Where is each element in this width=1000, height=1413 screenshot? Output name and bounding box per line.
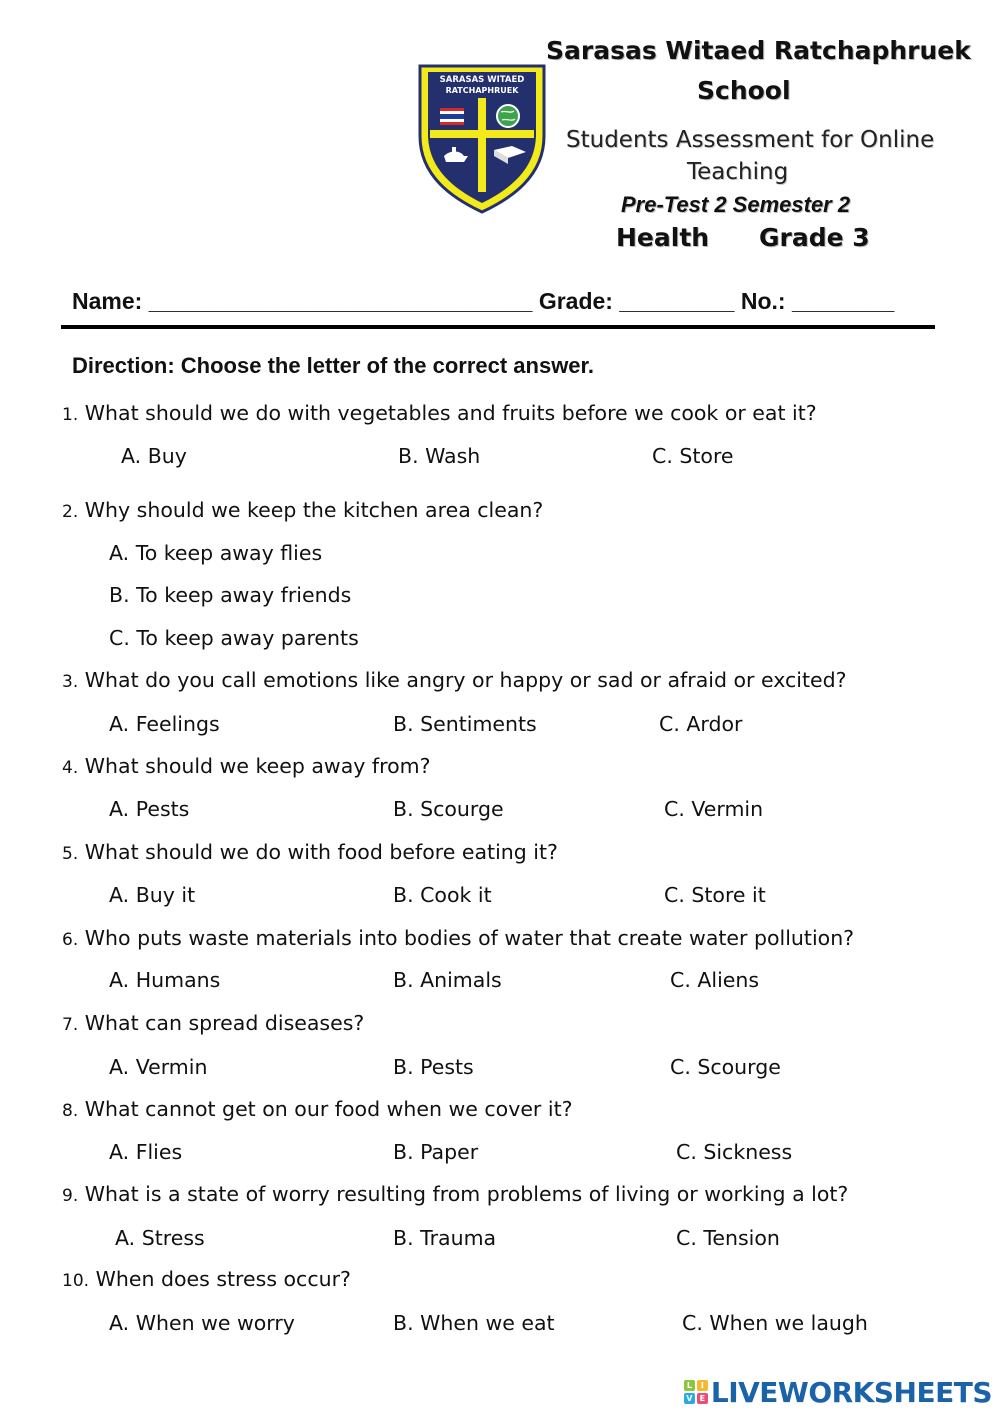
question-text: What should we do with food before eating it? [84, 840, 558, 864]
question-number: 7. [62, 1015, 79, 1035]
question-text: What is a state of worry resulting from problems of living or working a lot? [84, 1182, 849, 1206]
liveworksheets-icon [684, 1380, 708, 1404]
question-4 [62, 754, 431, 778]
question-3 [62, 668, 847, 692]
q9-option-c: C. Tension [676, 1226, 780, 1250]
q8-option-b: B. Paper [393, 1140, 479, 1164]
q9-option-b: B. Trauma [393, 1226, 497, 1250]
question-1 [62, 401, 817, 425]
q8-option-c: C. Sickness [676, 1140, 793, 1164]
q9-option-a: A. Stress [115, 1226, 205, 1250]
q8-option-a: A. Flies [109, 1140, 183, 1164]
question-2 [62, 498, 543, 522]
question-6 [62, 926, 854, 950]
subject-label: Health [616, 223, 710, 252]
question-number: 5. [62, 844, 79, 864]
q6-option-c: C. Aliens [670, 968, 760, 992]
q4-option-b: B. Scourge [393, 797, 504, 821]
svg-text:RATCHAPHRUEK: RATCHAPHRUEK [445, 86, 519, 95]
question-8 [62, 1097, 573, 1121]
q6-option-a: A. Humans [109, 968, 221, 992]
question-number: 6. [62, 930, 79, 950]
q7-option-b: B. Pests [393, 1055, 474, 1079]
logo-letter: L [684, 1380, 695, 1391]
assessment-title-line1: Students Assessment for Online [566, 127, 935, 153]
liveworksheets-wordmark: LIVEWORKSHEETS [710, 1375, 992, 1409]
grade-level-label: Grade 3 [759, 223, 870, 252]
logo-letter: E [697, 1393, 708, 1404]
question-9 [62, 1182, 848, 1206]
student-info-line: Name: ______________________________ Grade: _________ No.: ________ [72, 288, 895, 314]
q3-option-a: A. Feelings [109, 712, 220, 736]
q3-option-b: B. Sentiments [393, 712, 537, 736]
question-text: Who puts waste materials into bodies of water that create water pollution? [84, 926, 855, 950]
q10-option-c: C. When we laugh [682, 1311, 868, 1335]
liveworksheets-logo [684, 1374, 992, 1410]
question-text: What cannot get on our food when we cover it? [84, 1097, 573, 1121]
question-number: 2. [62, 502, 79, 522]
question-number: 10. [62, 1271, 90, 1291]
question-10 [62, 1267, 351, 1291]
question-text: What should we keep away from? [84, 754, 431, 778]
q1-option-a: A. Buy [121, 444, 187, 468]
question-number: 3. [62, 672, 79, 692]
svg-text:SARASAS WITAED: SARASAS WITAED [439, 75, 525, 85]
q2-option-a: A. To keep away flies [109, 541, 323, 565]
q4-option-c: C. Vermin [664, 797, 764, 821]
question-7 [62, 1011, 364, 1035]
question-number: 4. [62, 758, 79, 778]
direction-text: Direction: Choose the letter of the correct answer. [72, 353, 595, 378]
test-name: Pre-Test 2 Semester 2 [621, 192, 851, 217]
header-divider [61, 325, 935, 329]
logo-letter: I [697, 1380, 708, 1391]
q1-option-b: B. Wash [398, 444, 481, 468]
logo-letter: V [684, 1393, 695, 1404]
question-number: 1. [62, 405, 79, 425]
question-text: Why should we keep the kitchen area clean? [84, 498, 544, 522]
question-text: What can spread diseases? [84, 1011, 365, 1035]
q5-option-a: A. Buy it [109, 883, 196, 907]
school-name-line2: School [697, 76, 791, 105]
shield-icon [416, 64, 548, 214]
q4-option-a: A. Pests [109, 797, 190, 821]
question-5 [62, 840, 558, 864]
assessment-title-line2: Teaching [687, 159, 789, 185]
q5-option-b: B. Cook it [393, 883, 492, 907]
question-number: 9. [62, 1186, 79, 1206]
question-text: What do you call emotions like angry or happy or sad or afraid or excited? [84, 668, 847, 692]
question-text: When does stress occur? [95, 1267, 351, 1291]
q10-option-b: B. When we eat [393, 1311, 555, 1335]
q2-option-c: C. To keep away parents [109, 626, 359, 650]
q7-option-a: A. Vermin [109, 1055, 208, 1079]
q6-option-b: B. Animals [393, 968, 502, 992]
q1-option-c: C. Store [652, 444, 734, 468]
question-number: 8. [62, 1101, 79, 1121]
q2-option-b: B. To keep away friends [109, 583, 352, 607]
q5-option-c: C. Store it [664, 883, 766, 907]
q10-option-a: A. When we worry [109, 1311, 295, 1335]
q7-option-c: C. Scourge [670, 1055, 781, 1079]
q3-option-c: C. Ardor [659, 712, 743, 736]
school-crest [416, 64, 548, 214]
school-name-line1: Sarasas Witaed Ratchaphruek [546, 36, 971, 65]
question-text: What should we do with vegetables and fruits before we cook or eat it? [84, 401, 817, 425]
